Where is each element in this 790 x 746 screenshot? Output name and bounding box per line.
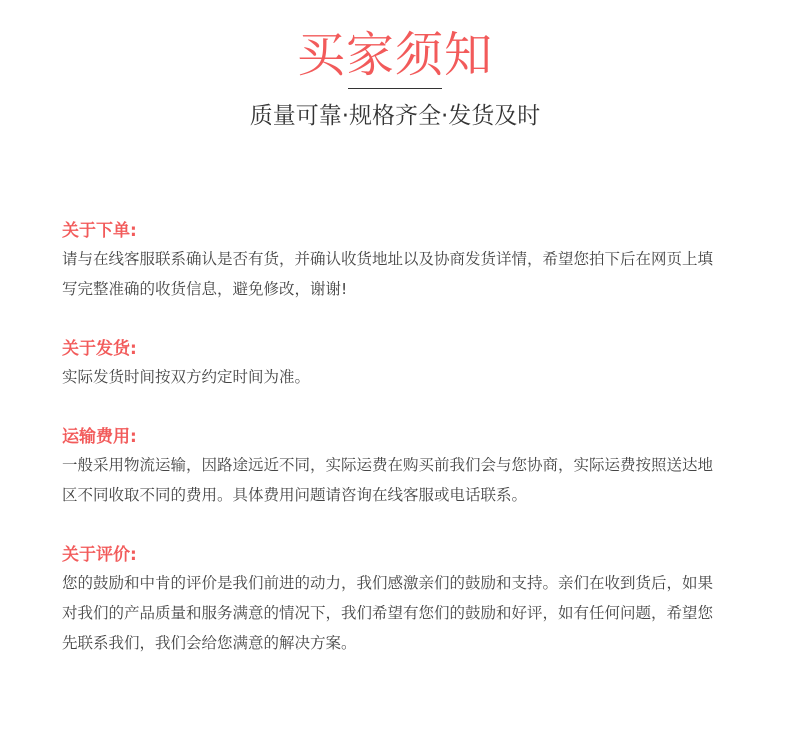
section-shipping-fee: [62, 424, 726, 510]
title-divider: [348, 88, 442, 89]
section-heading: 运输费用:: [62, 427, 137, 447]
page-title: 买家须知: [296, 27, 493, 83]
section-heading: 关于发货:: [62, 339, 137, 359]
section-heading: 关于下单:: [62, 221, 137, 241]
section-body: 一般采用物流运输，因路途远近不同，实际运费在购买前我们会与您协商，实际运费按照送达地区不同收取不同的费用。具体费用问题请咨询在线客服或电话联系。: [62, 456, 714, 504]
page-subtitle: 质量可靠·规格齐全·发货及时: [249, 103, 541, 129]
section-body: 请与在线客服联系确认是否有货，并确认收货地址以及协商发货详情，希望您拍下后在网页上填写完整准确的收货信息，避免修改，谢谢!: [62, 250, 714, 298]
section-heading: 关于评价:: [62, 545, 137, 565]
section-body: 您的鼓励和中肯的评价是我们前进的动力，我们感激亲们的鼓励和支持。亲们在收到货后，如果对我们的产品质量和服务满意的情况下，我们希望有您们的鼓励和好评，如有任何问题，希望您先联系我们，我们会给您满意的解决方案。: [62, 574, 714, 652]
section-reviews: [62, 542, 726, 658]
section-body: 实际发货时间按双方约定时间为准。: [62, 368, 311, 386]
section-ordering: [62, 218, 726, 304]
section-shipping: [62, 336, 726, 392]
